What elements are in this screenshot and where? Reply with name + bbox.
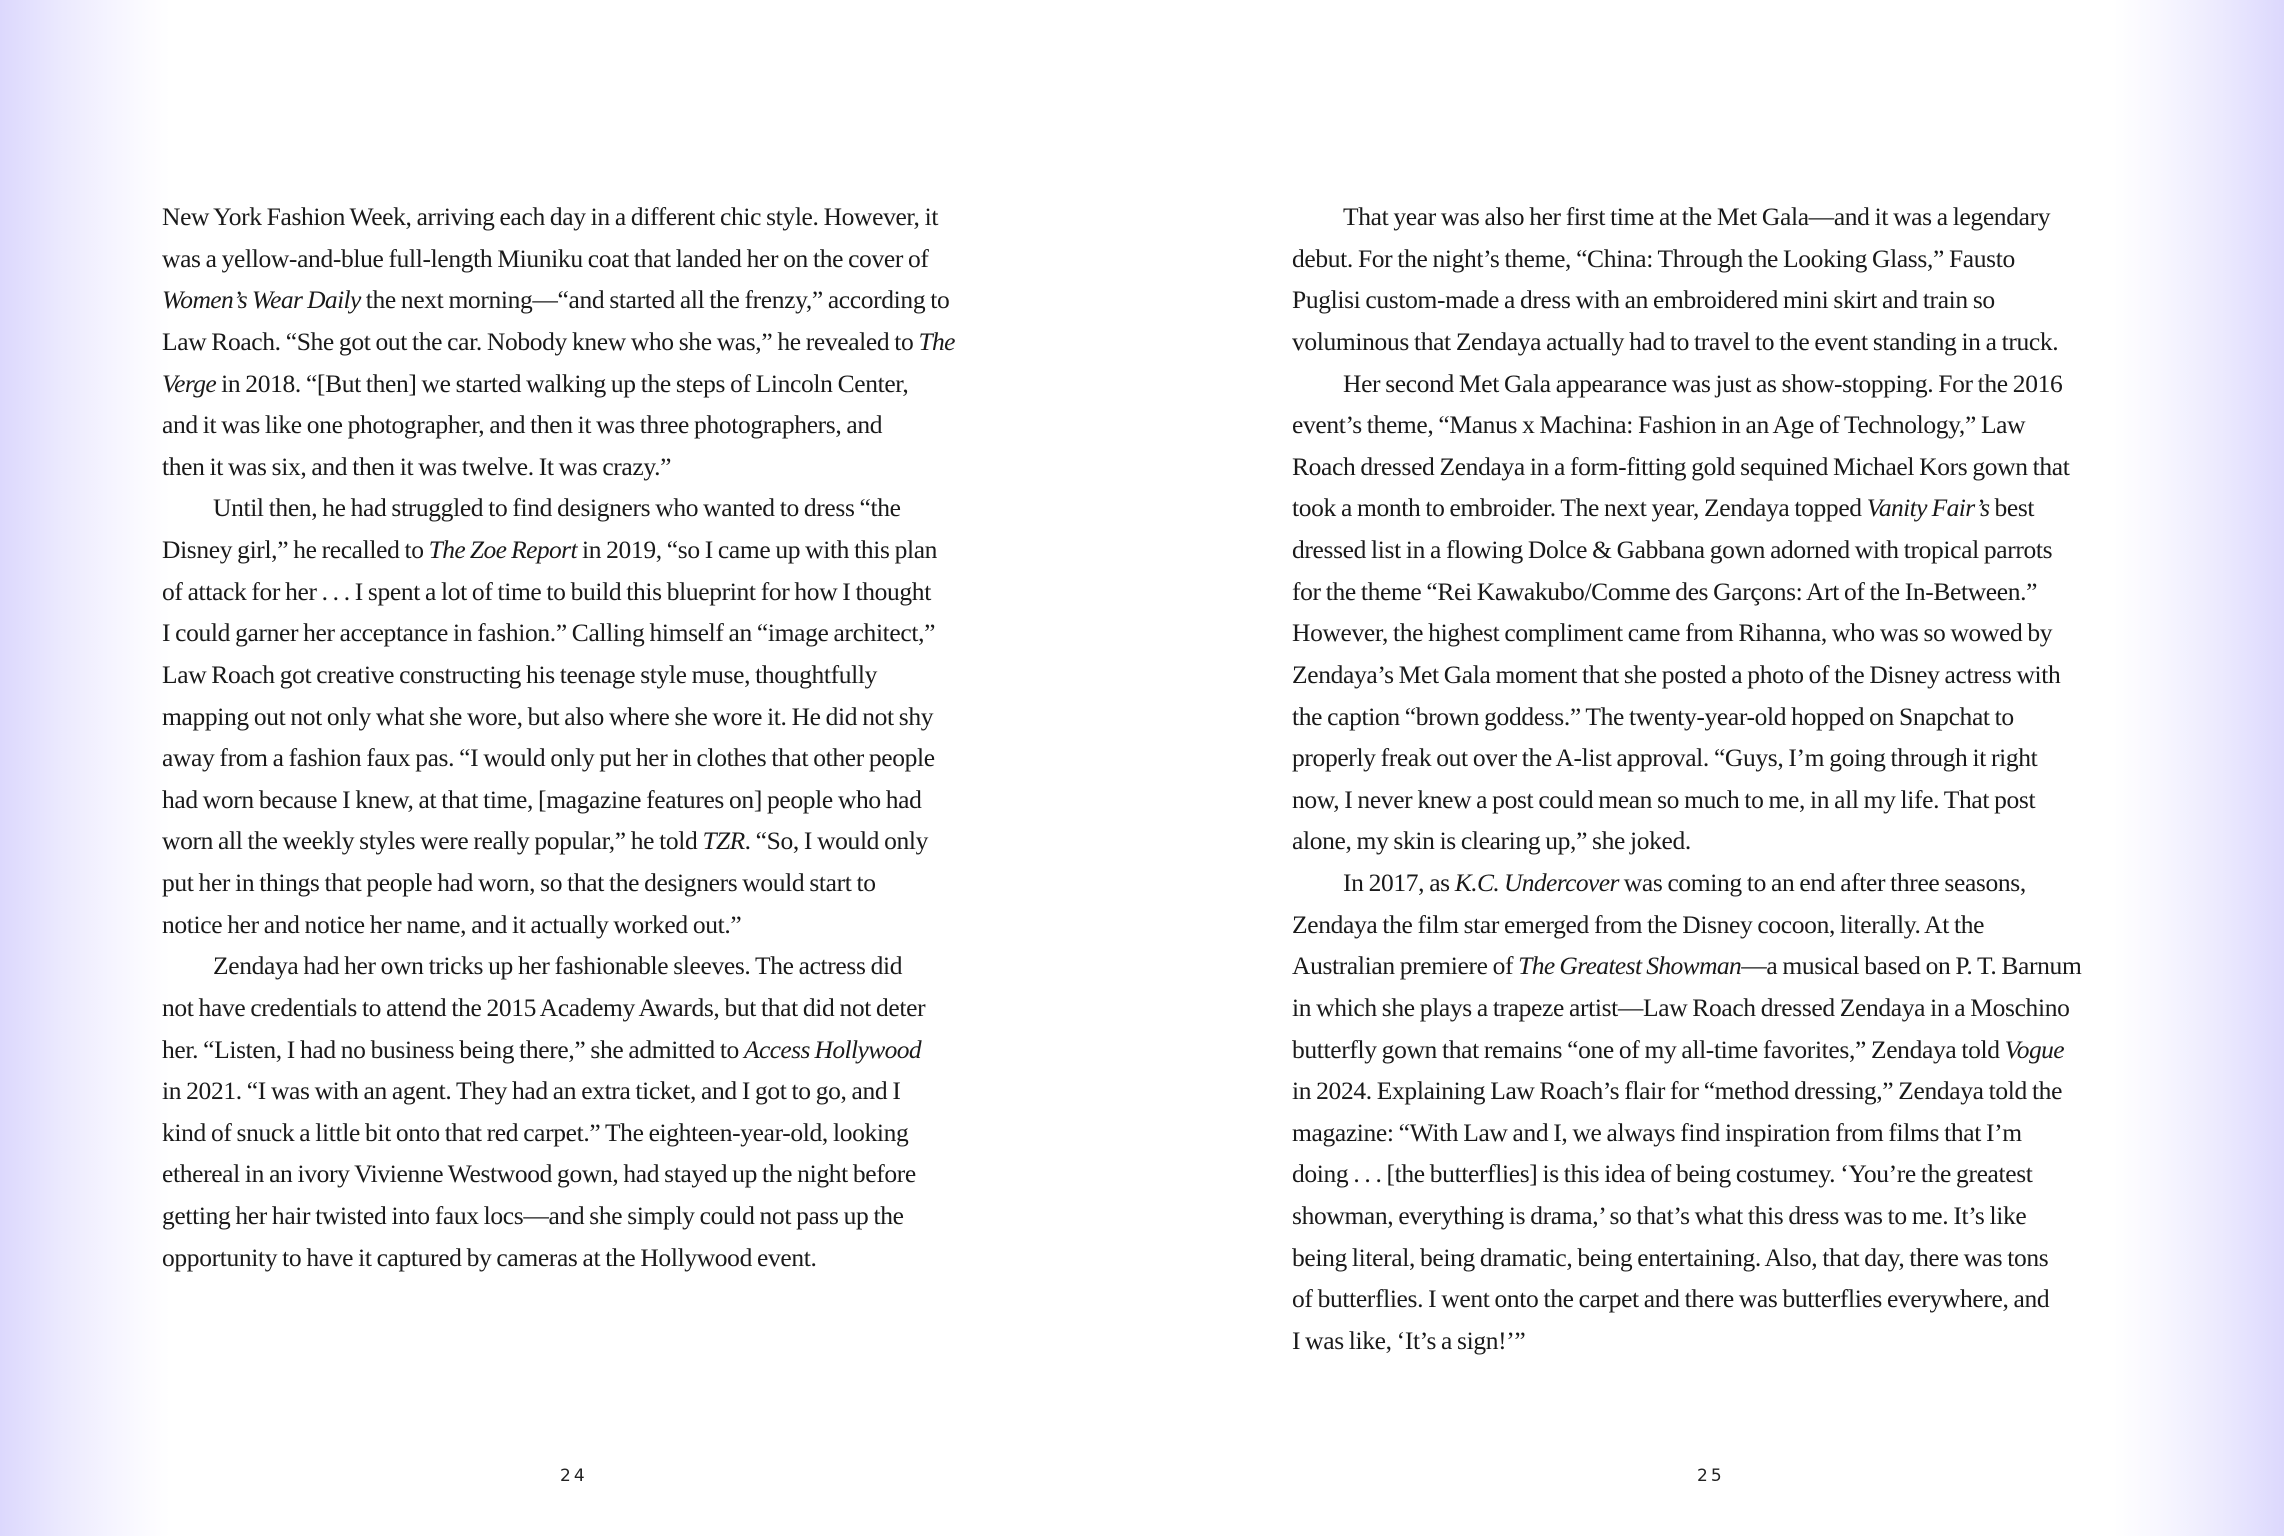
text-line	[162, 1070, 1002, 1112]
text-line	[162, 238, 1002, 280]
text-line	[162, 1195, 1002, 1237]
text-segment: Law Roach got creative constructing his teenage style muse, thoughtfully	[162, 659, 878, 689]
text-segment: her. “Listen, I had no business being there,” she admitted to	[162, 1034, 744, 1064]
text-line	[1292, 1278, 2132, 1320]
text-segment: That year was also her first time at the Met Gala—and it was a legendary	[1343, 202, 2051, 231]
text-segment: then it was six, and then it was twelve. It was crazy.”	[162, 451, 672, 481]
text-line	[162, 363, 1002, 405]
text-line	[1292, 1029, 2132, 1071]
text-segment: magazine: “With Law and I, we always find inspiration from films that I’m	[1292, 1117, 2022, 1147]
text-segment: kind of snuck a little bit onto that red carpet.” The eighteen-year-old, looking	[162, 1117, 909, 1147]
text-line	[162, 1237, 1002, 1279]
text-segment: mapping out not only what she wore, but also where she wore it. He did not shy	[162, 701, 934, 731]
text-line	[162, 321, 1002, 363]
page-number-left: 24	[560, 1466, 588, 1486]
text-line	[162, 654, 1002, 696]
text-line	[1292, 238, 2132, 280]
text-segment: alone, my skin is clearing up,” she joked.	[1292, 826, 1691, 856]
text-line	[1292, 945, 2132, 987]
text-segment: properly freak out over the A-list approval. “Guys, I’m going through it right	[1292, 743, 2038, 773]
text-line	[1292, 279, 2132, 321]
text-segment: now, I never knew a post could mean so much to me, in all my life. That post	[1292, 784, 2036, 814]
text-segment: I was like, ‘It’s a sign!’”	[1292, 1325, 1526, 1355]
text-line	[1292, 1112, 2132, 1154]
text-line	[162, 904, 1002, 946]
text-line	[1292, 987, 2132, 1029]
text-line	[1292, 1195, 2132, 1237]
text-segment: —a musical based on P. T. Barnum	[1741, 951, 2082, 981]
text-segment: Roach dressed Zendaya in a form-fitting gold sequined Michael Kors gown that	[1292, 451, 2070, 481]
text-line	[1292, 1237, 2132, 1279]
text-segment: in 2021. “I was with an agent. They had an extra ticket, and I got to go, and I	[162, 1076, 901, 1106]
text-segment: not have credentials to attend the 2015 Academy Awards, but that did not deter	[162, 992, 926, 1022]
text-segment: I could garner her acceptance in fashion.” Calling himself an “image architect,”	[162, 618, 936, 648]
text-segment: In 2017, as	[1343, 868, 1455, 897]
text-segment: Australian premiere of	[1292, 951, 1519, 981]
text-line	[162, 571, 1002, 613]
text-segment: in which she plays a trapeze artist—Law Roach dressed Zendaya in a Moschino	[1292, 992, 2070, 1022]
text-line	[162, 945, 1002, 987]
text-line	[1292, 363, 2132, 405]
italic-title: Vanity Fair’s	[1866, 493, 1990, 523]
text-segment: the next morning—“and started all the frenzy,” according to	[360, 285, 950, 315]
text-segment: of butterflies. I went onto the carpet and there was butterflies everywhere, and	[1292, 1284, 2050, 1314]
italic-title: Vogue	[2004, 1034, 2064, 1064]
italic-title: TZR	[702, 826, 745, 856]
text-segment: best	[1989, 493, 2035, 523]
text-line	[1292, 404, 2132, 446]
text-line	[1292, 1153, 2132, 1195]
text-segment: worn all the weekly styles were really popular,” he told	[162, 826, 703, 856]
text-segment: took a month to embroider. The next year, Zendaya topped	[1292, 493, 1867, 523]
text-segment: put her in things that people had worn, so that the designers would start to	[162, 868, 876, 897]
text-segment: getting her hair twisted into faux locs—and she simply could not pass up the	[162, 1201, 904, 1230]
text-line	[162, 446, 1002, 488]
italic-title: Verge	[162, 368, 217, 398]
italic-title: The Zoe Report	[428, 535, 577, 564]
text-line	[1292, 1320, 2132, 1362]
text-line	[1292, 862, 2132, 904]
text-line	[162, 1112, 1002, 1154]
text-line	[1292, 487, 2132, 529]
page-number-right: 25	[1697, 1466, 1725, 1486]
text-segment: Disney girl,” he recalled to	[162, 535, 429, 564]
text-line	[1292, 779, 2132, 821]
text-segment: voluminous that Zendaya actually had to travel to the event standing in a truck.	[1292, 326, 2059, 356]
text-line	[1292, 904, 2132, 946]
text-line	[162, 529, 1002, 571]
left-page-text	[162, 196, 1002, 1278]
text-line	[162, 696, 1002, 738]
text-segment: for the theme “Rei Kawakubo/Comme des Garçons: Art of the In-Between.”	[1292, 576, 2038, 606]
text-line	[1292, 196, 2132, 238]
text-segment: dressed list in a flowing Dolce & Gabbana gown adorned with tropical parrots	[1292, 535, 2053, 564]
text-segment: doing . . . [the butterflies] is this idea of being costumey. ‘You’re the greatest	[1292, 1159, 2033, 1189]
text-segment: Law Roach. “She got out the car. Nobody knew who she was,” he revealed to	[162, 326, 919, 356]
text-line	[162, 196, 1002, 238]
text-segment: New York Fashion Week, arriving each day in a different chic style. However, it	[162, 202, 939, 231]
italic-title: The Greatest Showman	[1518, 951, 1742, 981]
text-segment: in 2019, “so I came up with this plan	[576, 535, 938, 564]
text-line	[1292, 737, 2132, 779]
text-segment: the caption “brown goddess.” The twenty-year-old hopped on Snapchat to	[1292, 701, 2014, 731]
text-segment: butterfly gown that remains “one of my all-time favorites,” Zendaya told	[1292, 1034, 2005, 1064]
text-segment: of attack for her . . . I spent a lot of time to build this blueprint for how I thought	[162, 576, 931, 606]
text-segment: Zendaya had her own tricks up her fashionable sleeves. The actress did	[213, 951, 903, 981]
text-line	[162, 404, 1002, 446]
text-line	[162, 779, 1002, 821]
text-segment: event’s theme, “Manus x Machina: Fashion in an Age of Technology,” Law	[1292, 410, 2026, 440]
text-line	[162, 487, 1002, 529]
text-segment: showman, everything is drama,’ so that’s what this dress was to me. It’s like	[1292, 1201, 2027, 1230]
text-line	[1292, 820, 2132, 862]
text-line	[1292, 446, 2132, 488]
text-segment: opportunity to have it captured by cameras at the Hollywood event.	[162, 1242, 817, 1272]
text-segment: Her second Met Gala appearance was just as show-stopping. For the 2016	[1343, 368, 2063, 398]
italic-title: Women’s Wear Daily	[162, 285, 361, 315]
text-line	[162, 820, 1002, 862]
italic-title: K.C. Undercover	[1454, 868, 1619, 897]
italic-title: Access Hollywood	[743, 1034, 922, 1064]
text-segment: had worn because I knew, at that time, [magazine features on] people who had	[162, 784, 922, 814]
text-segment: Until then, he had struggled to find designers who wanted to dress “the	[213, 493, 901, 523]
text-segment: Zendaya the film star emerged from the Disney cocoon, literally. At the	[1292, 909, 1985, 939]
text-segment: However, the highest compliment came from Rihanna, who was so wowed by	[1292, 618, 2053, 648]
text-segment: away from a fashion faux pas. “I would only put her in clothes that other people	[162, 743, 935, 773]
text-segment: debut. For the night’s theme, “China: Through the Looking Glass,” Fausto	[1292, 243, 2015, 273]
text-line	[1292, 654, 2132, 696]
text-line	[162, 987, 1002, 1029]
text-segment: was a yellow-and-blue full-length Miuniku coat that landed her on the cover of	[162, 243, 929, 273]
text-segment: Zendaya’s Met Gala moment that she posted a photo of the Disney actress with	[1292, 659, 2061, 689]
text-line	[162, 737, 1002, 779]
text-line	[1292, 1070, 2132, 1112]
text-line	[162, 612, 1002, 654]
right-page	[1142, 0, 2284, 1536]
text-segment: in 2024. Explaining Law Roach’s flair for “method dressing,” Zendaya told the	[1292, 1076, 2063, 1106]
right-page-text	[1292, 196, 2132, 1362]
text-line	[1292, 612, 2132, 654]
text-line	[1292, 696, 2132, 738]
text-segment: . “So, I would only	[744, 826, 929, 856]
text-line	[1292, 571, 2132, 613]
text-line	[162, 1153, 1002, 1195]
text-line	[1292, 529, 2132, 571]
text-line	[162, 862, 1002, 904]
text-line	[162, 279, 1002, 321]
text-segment: and it was like one photographer, and then it was three photographers, and	[162, 410, 883, 440]
text-segment: was coming to an end after three seasons,	[1618, 868, 2026, 897]
text-line	[162, 1029, 1002, 1071]
text-segment: Puglisi custom-made a dress with an embroidered mini skirt and train so	[1292, 285, 1995, 315]
text-segment: ethereal in an ivory Vivienne Westwood gown, had stayed up the night before	[162, 1159, 916, 1189]
italic-title: The	[918, 326, 955, 356]
text-segment: notice her and notice her name, and it actually worked out.”	[162, 909, 742, 939]
text-segment: in 2018. “[But then] we started walking up the steps of Lincoln Center,	[216, 368, 909, 398]
text-segment: being literal, being dramatic, being entertaining. Also, that day, there was tons	[1292, 1242, 2049, 1272]
text-line	[1292, 321, 2132, 363]
